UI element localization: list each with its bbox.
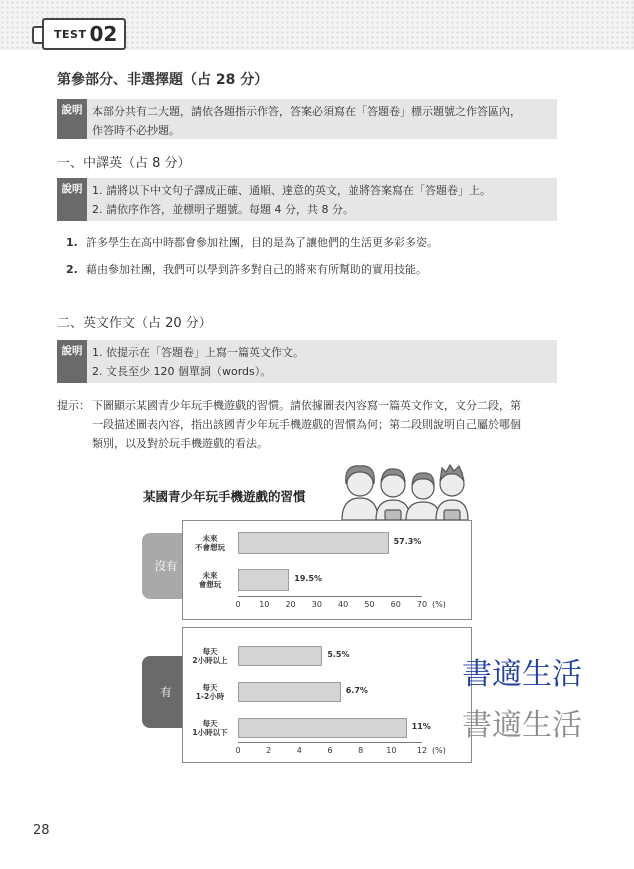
part3-title: 第參部分、非選擇題（占 28 分） <box>57 72 269 88</box>
category-label: 每天 2小時以上 <box>192 647 228 665</box>
note-line: 1. 依提示在「答題卷」上寫一篇英文作文。 <box>92 346 304 359</box>
note-tag: 說明 <box>57 178 87 221</box>
x-tick-label: 30 <box>311 600 322 609</box>
value-label: 57.3% <box>393 537 422 546</box>
group-label: 有 <box>160 685 172 699</box>
watermark-gray: 書適生活 <box>462 708 582 743</box>
translation-title: 一、中譯英（占 8 分） <box>57 156 191 171</box>
category-label: 每天 1小時以下 <box>192 719 228 737</box>
note-line: 2. 請依序作答，並標明子題號。每題 4 分，共 8 分。 <box>92 203 354 216</box>
note-text <box>92 102 551 140</box>
x-tick-label: 50 <box>364 600 375 609</box>
question-number: 2. <box>66 263 78 276</box>
note-line: 作答時不必抄題。 <box>92 124 180 137</box>
note-tag: 說明 <box>57 99 87 139</box>
test-label: TEST <box>54 27 87 41</box>
hint-label: 提示： <box>57 399 90 412</box>
group-label: 沒有 <box>154 559 178 573</box>
test-number: 02 <box>89 22 118 46</box>
x-tick-label: 0 <box>235 600 241 609</box>
question-text: 藉由參加社團，我們可以學到許多對自己的將來有所幫助的實用技能。 <box>86 263 427 276</box>
translation-note-box <box>57 178 557 221</box>
part3-note-box <box>57 99 557 139</box>
note-text <box>92 181 551 219</box>
x-tick-label: 10 <box>259 600 270 609</box>
x-axis-unit: (%) <box>432 746 446 755</box>
bar <box>238 646 322 666</box>
watermark-blue: 書適生活 <box>462 657 582 692</box>
x-tick-label: 70 <box>416 600 428 609</box>
hint-line: 類別，以及對於玩手機遊戲的看法。 <box>92 437 268 450</box>
chart-title: 某國青少年玩手機遊戲的習慣 <box>143 489 306 504</box>
bar <box>238 532 389 554</box>
bar <box>238 718 407 738</box>
category-label: 未來 不會想玩 <box>195 534 225 552</box>
question-item <box>66 234 438 250</box>
value-label: 19.5% <box>294 574 323 583</box>
x-tick-label: 2 <box>266 746 272 755</box>
x-tick-label: 0 <box>235 746 241 755</box>
value-label: 11% <box>411 722 431 731</box>
hint-text <box>92 396 577 453</box>
question-item <box>66 261 427 277</box>
x-tick-label: 12 <box>416 746 428 755</box>
composition-note-box <box>57 340 557 383</box>
x-tick-label: 6 <box>327 746 333 755</box>
question-number: 1. <box>66 236 78 249</box>
value-label: 5.5% <box>327 650 350 659</box>
hint-line: 一段描述圖表內容，指出該國青少年玩手機遊戲的習慣為何；第二段則說明自己屬於哪個 <box>92 418 521 431</box>
hint-line: 下圖顯示某國青少年玩手機遊戲的習慣。請依據圖表內容寫一篇英文作文，文分二段，第 <box>92 399 521 412</box>
bar <box>238 682 341 702</box>
note-line: 本部分共有二大題，請依各題指示作答，答案必須寫在「答題卷」標示題號之作答區內， <box>92 105 521 118</box>
x-axis <box>238 742 422 743</box>
note-text <box>92 343 551 381</box>
category-label: 未來 會想玩 <box>198 571 222 589</box>
x-tick-label: 4 <box>296 746 302 755</box>
bar <box>238 569 289 591</box>
x-tick-label: 20 <box>285 600 296 609</box>
teens-illustration <box>338 458 470 520</box>
page-number: 28 <box>33 823 50 838</box>
composition-title: 二、英文作文（占 20 分） <box>57 316 212 331</box>
x-tick-label: 8 <box>358 746 364 755</box>
test-tab <box>32 16 127 52</box>
x-tick-label: 60 <box>390 600 401 609</box>
category-label: 每天 1-2小時 <box>195 683 225 701</box>
x-tick-label: 10 <box>386 746 397 755</box>
test-label-box <box>42 18 126 50</box>
x-tick-label: 40 <box>338 600 349 609</box>
note-tag: 說明 <box>57 340 87 383</box>
note-line: 2. 文長至少 120 個單詞（words）。 <box>92 365 272 378</box>
note-line: 1. 請將以下中文句子譯成正確、通順、達意的英文，並將答案寫在「答題卷」上。 <box>92 184 491 197</box>
question-text: 許多學生在高中時都會參加社團，目的是為了讓他們的生活更多彩多姿。 <box>86 236 438 249</box>
value-label: 6.7% <box>345 686 368 695</box>
x-axis <box>238 596 422 597</box>
x-axis-unit: (%) <box>432 600 446 609</box>
